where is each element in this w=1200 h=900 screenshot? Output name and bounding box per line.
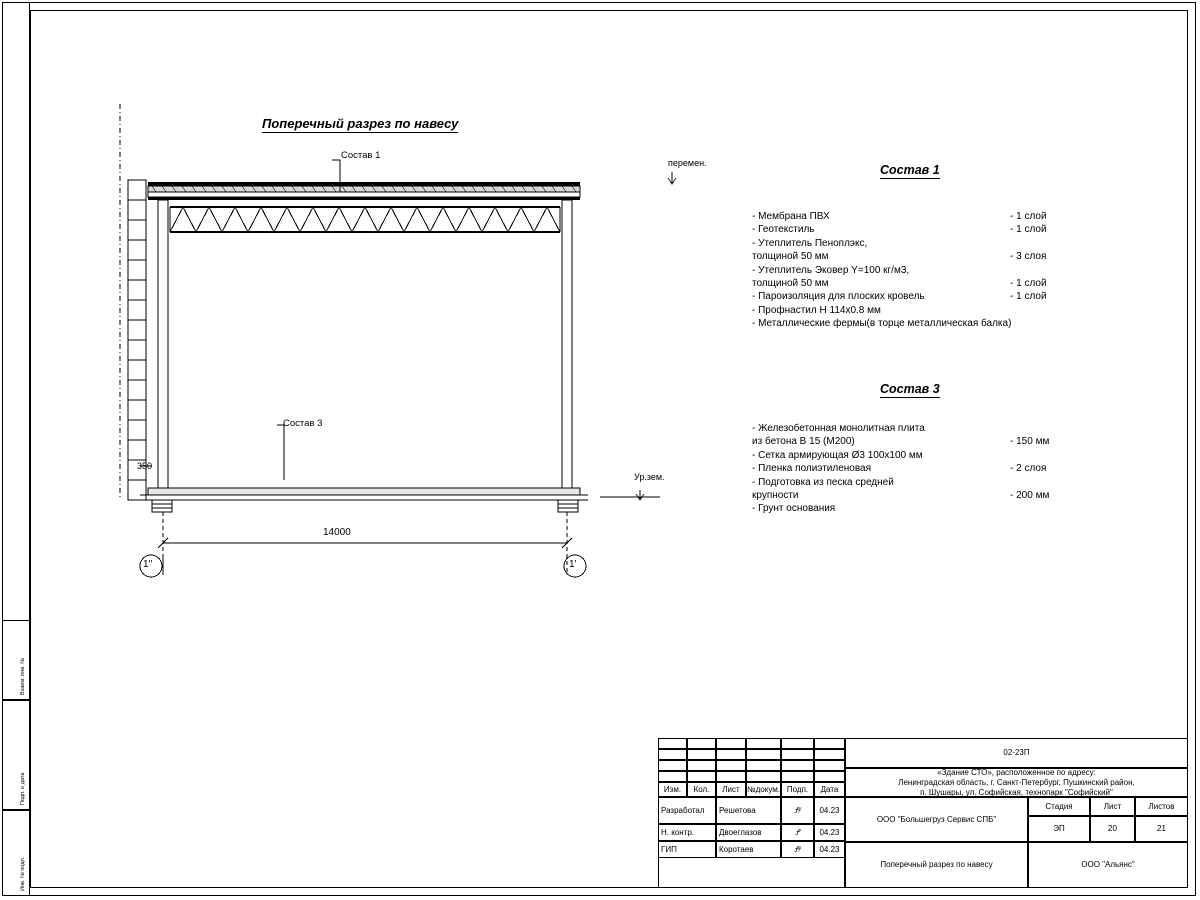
label-ground-level: Ур.зем. <box>634 472 665 482</box>
signature-nkontr: Ꝭ <box>781 824 814 841</box>
note-row: - Мембрана ПВХ - 1 слой <box>752 211 1047 222</box>
rev-cell <box>658 749 687 760</box>
project-code: 02-23П <box>845 738 1188 768</box>
date-razrabotal: 04.23 <box>814 797 845 824</box>
name-razrabotal: Решетова <box>716 797 781 824</box>
rev-cell <box>814 771 845 782</box>
customer-name: ООО "Большегруз Сервис СПБ" <box>845 797 1028 842</box>
label-sostav-3-callout: Состав 3 <box>283 418 323 429</box>
axis-bubble-left: 1'' <box>143 559 153 570</box>
design-company: ООО "Альянс" <box>1028 842 1188 888</box>
role-gip: ГИП <box>658 841 716 858</box>
rev-cell <box>658 771 687 782</box>
rev-cell <box>716 760 746 771</box>
rev-cell <box>687 738 716 749</box>
object-address: «Здание СТО», расположенное по адресу: Ленинградская область, г. Санкт-Петербург, Пушкинский район, п. Шушары, ул. Софийская, технопарк "Софийский" <box>845 768 1188 797</box>
side-label-vzaim: Взаим. инв. № <box>2 620 30 700</box>
rev-cell <box>687 749 716 760</box>
col-header-izm: Изм. <box>658 782 687 797</box>
role-nkontr: Н. контр. <box>658 824 716 841</box>
rev-cell <box>687 771 716 782</box>
list-header: Лист <box>1090 797 1135 816</box>
rev-cell <box>658 760 687 771</box>
role-razrabotal: Разработал <box>658 797 716 824</box>
rev-cell <box>687 760 716 771</box>
rev-cell <box>781 760 814 771</box>
lists-value: 21 <box>1135 816 1188 842</box>
signature-razrabotal: Ꝭ҂ <box>781 797 814 824</box>
date-nkontr: 04.23 <box>814 824 845 841</box>
rev-cell <box>746 771 781 782</box>
rev-cell <box>814 738 845 749</box>
stage-value: ЭП <box>1028 816 1090 842</box>
note-row: толщиной 50 мм - 1 слой <box>752 278 1047 290</box>
rev-cell <box>814 760 845 771</box>
rev-cell <box>716 771 746 782</box>
col-header-data: Дата <box>814 782 845 797</box>
dimension-350: 350 <box>137 461 153 471</box>
note-row: толщиной 50 мм - 3 слоя <box>752 251 1047 263</box>
rev-cell <box>746 738 781 749</box>
page-title: Поперечный разрез по навесу <box>262 116 459 131</box>
date-gip: 04.23 <box>814 841 845 858</box>
side-label-inv: Инв. № подл. <box>2 810 30 896</box>
note-row: из бетона В 15 (М200) - 150 мм <box>752 436 1050 448</box>
col-header-kol: Кол. <box>687 782 716 797</box>
note-row: - Сетка армирующая Ø3 100х100 мм <box>752 449 923 461</box>
rev-cell <box>781 749 814 760</box>
name-nkontr: Двоеглазов <box>716 824 781 841</box>
note-row: - Пароизоляция для плоских кровель - 1 слой <box>752 291 1047 303</box>
dimension-14000: 14000 <box>323 527 351 538</box>
rev-cell <box>746 760 781 771</box>
col-header-ndok: №докум. <box>746 782 781 797</box>
title-block <box>658 738 1188 888</box>
name-gip: Коротаев <box>716 841 781 858</box>
note-row: - Грунт основания <box>752 503 836 515</box>
rev-cell <box>658 738 687 749</box>
label-sostav-1-callout: Состав 1 <box>341 150 381 161</box>
stage-header: Стадия <box>1028 797 1090 816</box>
rev-cell <box>781 771 814 782</box>
note-row: - Железобетонная монолитная плита <box>752 423 925 434</box>
col-header-list: Лист <box>716 782 746 797</box>
note-row: - Утеплитель Пеноплэкс, <box>752 237 868 249</box>
col-header-podp: Подп. <box>781 782 814 797</box>
notes-list-sostav-3 <box>752 422 1050 516</box>
sheet-title: Поперечный разрез по навесу <box>845 842 1028 888</box>
signature-gip: Ꝭ҂ <box>781 841 814 858</box>
note-row: - Профнастил Н 114х0.8 мм <box>752 304 881 316</box>
rev-cell <box>746 749 781 760</box>
lists-header: Листов <box>1135 797 1188 816</box>
notes-list-sostav-1 <box>752 210 1047 331</box>
stamp-bottom-left-empty <box>658 858 845 888</box>
note-row: крупности - 200 мм <box>752 490 1050 502</box>
axis-bubble-right: 1' <box>569 559 577 570</box>
rev-cell <box>716 749 746 760</box>
rev-cell <box>781 738 814 749</box>
notes-title-sostav-3: Состав 3 <box>880 382 940 396</box>
label-peremen: перемен. <box>668 158 707 168</box>
notes-title-sostav-1: Состав 1 <box>880 163 940 177</box>
rev-cell <box>814 749 845 760</box>
list-value: 20 <box>1090 816 1135 842</box>
rev-cell <box>716 738 746 749</box>
note-row: - Пленка полиэтиленовая - 2 слоя <box>752 463 1047 475</box>
note-row: - Утеплитель Эковер Y=100 кг/м3, <box>752 264 910 276</box>
note-row: - Геотекстиль - 1 слой <box>752 224 1047 236</box>
note-row: - Металлические фермы(в торце металлическая балка) <box>752 318 1012 330</box>
side-label-podp: Подп. и дата <box>2 700 30 810</box>
note-row: - Подготовка из песка средней <box>752 476 894 488</box>
